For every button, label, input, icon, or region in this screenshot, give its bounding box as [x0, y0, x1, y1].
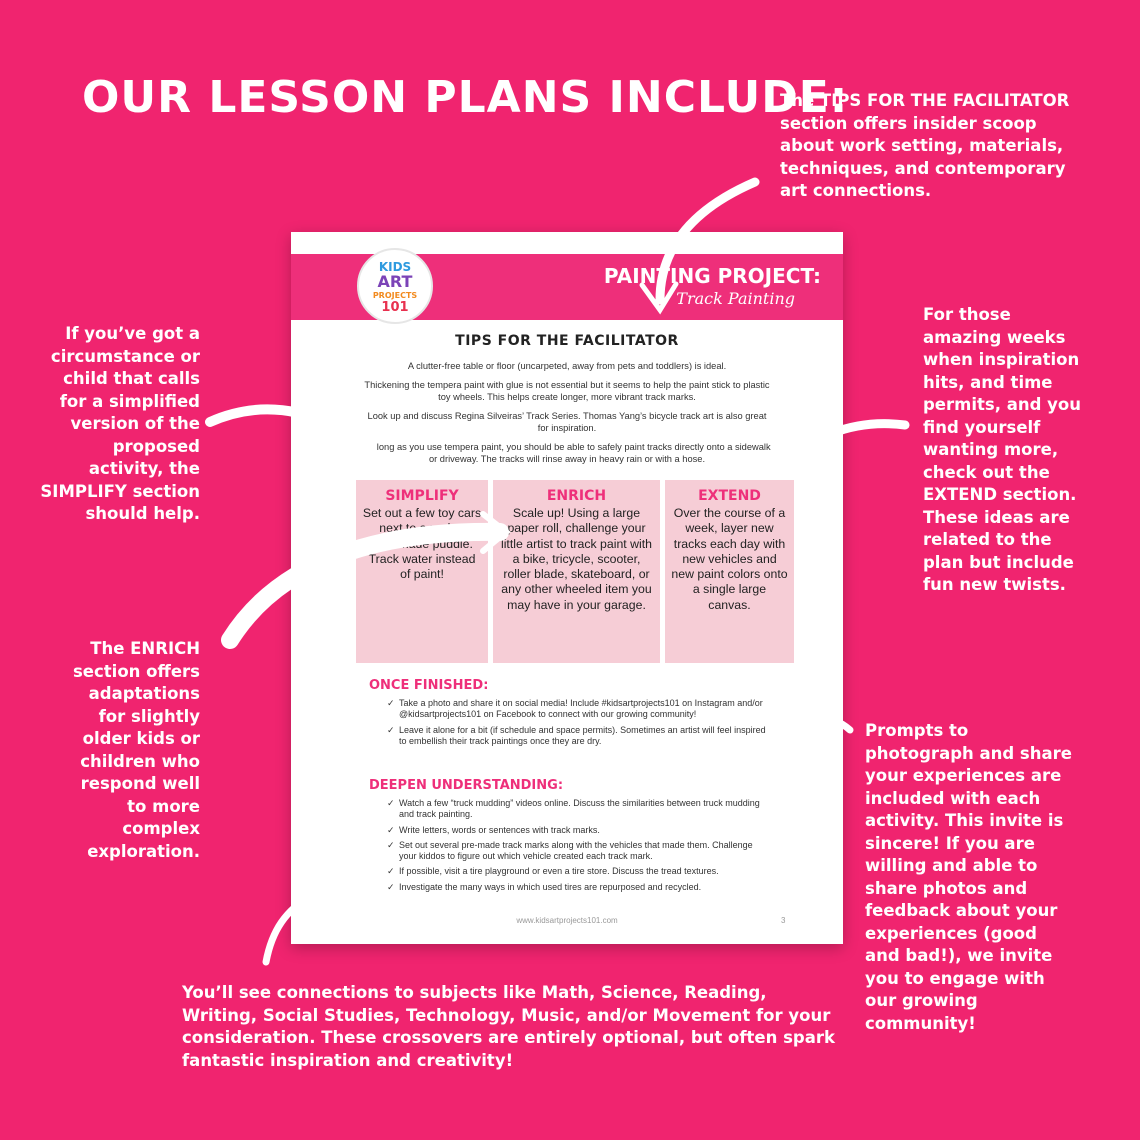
- worksheet-project-title: PAINTING PROJECT:: [603, 264, 821, 288]
- callout-line: proposed: [112, 436, 200, 456]
- callout-line: version of the: [70, 414, 200, 433]
- callout-line: consideration. These crossovers are entirely optional, but often spark: [182, 1028, 835, 1047]
- page-title: OUR LESSON PLANS INCLUDE:: [82, 72, 849, 123]
- callout-line: amazing weeks: [923, 327, 1066, 347]
- callout-line: included with each: [865, 788, 1041, 808]
- callout-line: your experiences are: [865, 766, 1062, 785]
- list-item: ✓ Leave it alone for a bit (if schedule and space permits). Sometimes an artist will feel inspired to embellish their track paintings once they are dry.: [387, 725, 767, 748]
- callout-prompts: [865, 720, 1072, 1035]
- callout-line: should help.: [85, 504, 200, 523]
- callout-line: circumstance or: [50, 346, 200, 366]
- callout-line: wanting more,: [923, 440, 1059, 459]
- once-finished-heading: ONCE FINISHED:: [369, 678, 489, 693]
- callout-connections: [182, 982, 835, 1072]
- list-item: ✓ Investigate the many ways in which used tires are repurposed and recycled.: [387, 882, 767, 893]
- callout-line: respond well: [80, 774, 200, 793]
- callout-line: to more: [127, 796, 200, 816]
- callout-simplify: [40, 323, 200, 526]
- callout-line: feedback about your: [865, 901, 1058, 920]
- callout-enrich: [73, 638, 200, 863]
- callout-line: complex: [122, 819, 200, 838]
- enrich-box: [493, 480, 660, 663]
- tip-item: Thickening the tempera paint with glue is not essential but it seems to help the paint stick to plastic toy wheels. This helps create longer, more vibrant track marks.: [364, 380, 770, 402]
- callout-line: techniques, and contemporary: [780, 158, 1066, 178]
- worksheet-page-number: 3: [781, 916, 786, 925]
- callout-extend: [923, 304, 1081, 597]
- callout-line: experiences (good: [865, 923, 1037, 943]
- simplify-text: Set out a few toy cars next to a real or handmade puddle. Track water instead of paint!: [362, 506, 482, 582]
- callout-line: section offers insider scoop: [780, 113, 1037, 133]
- simplify-box: [356, 480, 488, 663]
- deepen-understanding-heading: DEEPEN UNDERSTANDING:: [369, 778, 564, 793]
- callout-line: you to engage with: [865, 968, 1045, 988]
- callout-line: fun new twists.: [923, 575, 1066, 594]
- extend-box: [665, 480, 794, 663]
- logo-kids: KIDS: [378, 260, 412, 274]
- callout-line: child that calls: [63, 369, 200, 388]
- callout-line: You’ll see connections to subjects like Math, Science, Reading,: [182, 983, 767, 1002]
- list-item: ✓ If possible, visit a tire playground or even a tire store. Discuss the tread textures.: [387, 866, 767, 877]
- callout-line: art connections.: [780, 181, 932, 200]
- callout-line: hits, and time: [923, 372, 1053, 392]
- worksheet-footer-url: www.kidsartprojects101.com: [516, 916, 618, 925]
- callout-line: our growing: [865, 991, 978, 1010]
- callout-line: Writing, Social Studies, Technology, Music, and/or Movement for your: [182, 1005, 831, 1025]
- worksheet-page: [291, 232, 843, 944]
- enrich-text: Scale up! Using a large paper roll, challenge your little artist to track paint with a bike, tricycle, scooter, roller blade, skateboard, or any other wheeled item you may have in your garage.: [500, 506, 653, 612]
- list-item: ✓ Write letters, words or sentences with track marks.: [387, 825, 767, 836]
- callout-tips-facilitator: [780, 90, 1069, 203]
- callout-line: older kids or: [82, 729, 200, 748]
- callout-line: permits, and you: [923, 395, 1081, 414]
- logo-art: ART: [377, 272, 413, 291]
- list-item: ✓ Watch a few “truck mudding” videos online. Discuss the similarities between truck mudding and track painting.: [387, 798, 767, 821]
- kids-art-projects-logo: [357, 248, 433, 324]
- callout-line: If you’ve got a: [65, 324, 200, 343]
- list-item: ✓ Take a photo and share it on social media! Include #kidsartprojects101 on Instagram and/or @kidsartprojects101 on Facebook to connect with our growing community!: [387, 698, 767, 721]
- callout-line: for a simplified: [59, 391, 200, 411]
- callout-line: sincere! If you are: [865, 833, 1035, 853]
- deepen-understanding-list: [387, 798, 767, 897]
- callout-line: exploration.: [87, 841, 200, 861]
- extend-heading: EXTEND: [698, 488, 761, 504]
- callout-line: children who: [80, 751, 200, 771]
- tips-list: [363, 360, 771, 472]
- list-item: ✓ Set out several pre-made track marks along with the vehicles that made them. Challenge your kiddos to figure out which vehicle created each track mark.: [387, 840, 767, 863]
- callout-line: adaptations: [88, 684, 200, 703]
- extend-text: Over the course of a week, layer new tracks each day with new vehicles and new paint colors onto a single large canvas.: [671, 506, 788, 612]
- tips-heading: TIPS FOR THE FACILITATOR: [455, 333, 679, 349]
- callout-line: The ENRICH: [90, 639, 200, 658]
- enrich-heading: ENRICH: [546, 488, 607, 504]
- callout-line: and bad!), we invite: [865, 946, 1053, 965]
- tip-item: A clutter-free table or floor (uncarpeted, away from pets and toddlers) is ideal.: [407, 361, 727, 371]
- logo-projects: PROJECTS: [372, 291, 418, 300]
- callout-line: The TIPS FOR THE FACILITATOR: [780, 91, 1070, 110]
- callout-line: SIMPLIFY section: [40, 481, 200, 501]
- once-finished-list: [387, 698, 767, 751]
- logo-101: 101: [381, 300, 409, 315]
- callout-line: community!: [865, 1013, 976, 1033]
- worksheet-project-subtitle: Track Painting: [676, 289, 795, 308]
- callout-line: activity, the: [88, 459, 200, 478]
- callout-line: find yourself: [923, 417, 1041, 437]
- callout-line: related to the: [923, 530, 1052, 549]
- callout-line: share photos and: [865, 878, 1028, 898]
- callout-line: fantastic inspiration and creativity!: [182, 1050, 514, 1070]
- tip-item: As long as you use tempera paint, you should be able to safely paint tracks directly onto a sidewalk or driveway. The tracks will rinse away in heavy rain or with a hose.: [363, 442, 771, 464]
- callout-line: check out the: [923, 462, 1050, 482]
- callout-line: about work setting, materials,: [780, 136, 1064, 155]
- callout-line: EXTEND section.: [923, 485, 1077, 504]
- simplify-heading: SIMPLIFY: [385, 488, 459, 504]
- callout-line: Prompts to: [865, 721, 969, 740]
- callout-line: when inspiration: [923, 350, 1080, 369]
- tip-item: Look up and discuss Regina Silveiras’ Track Series. Thomas Yang’s bicycle track art is also great for inspiration.: [367, 411, 767, 433]
- callout-line: activity. This invite is: [865, 811, 1064, 830]
- callout-line: photograph and share: [865, 743, 1072, 763]
- callout-line: plan but include: [923, 552, 1074, 572]
- callout-line: for slightly: [98, 706, 200, 726]
- callout-line: These ideas are: [923, 507, 1070, 527]
- callout-line: For those: [923, 305, 1011, 324]
- callout-line: willing and able to: [865, 856, 1038, 875]
- callout-line: section offers: [72, 661, 200, 681]
